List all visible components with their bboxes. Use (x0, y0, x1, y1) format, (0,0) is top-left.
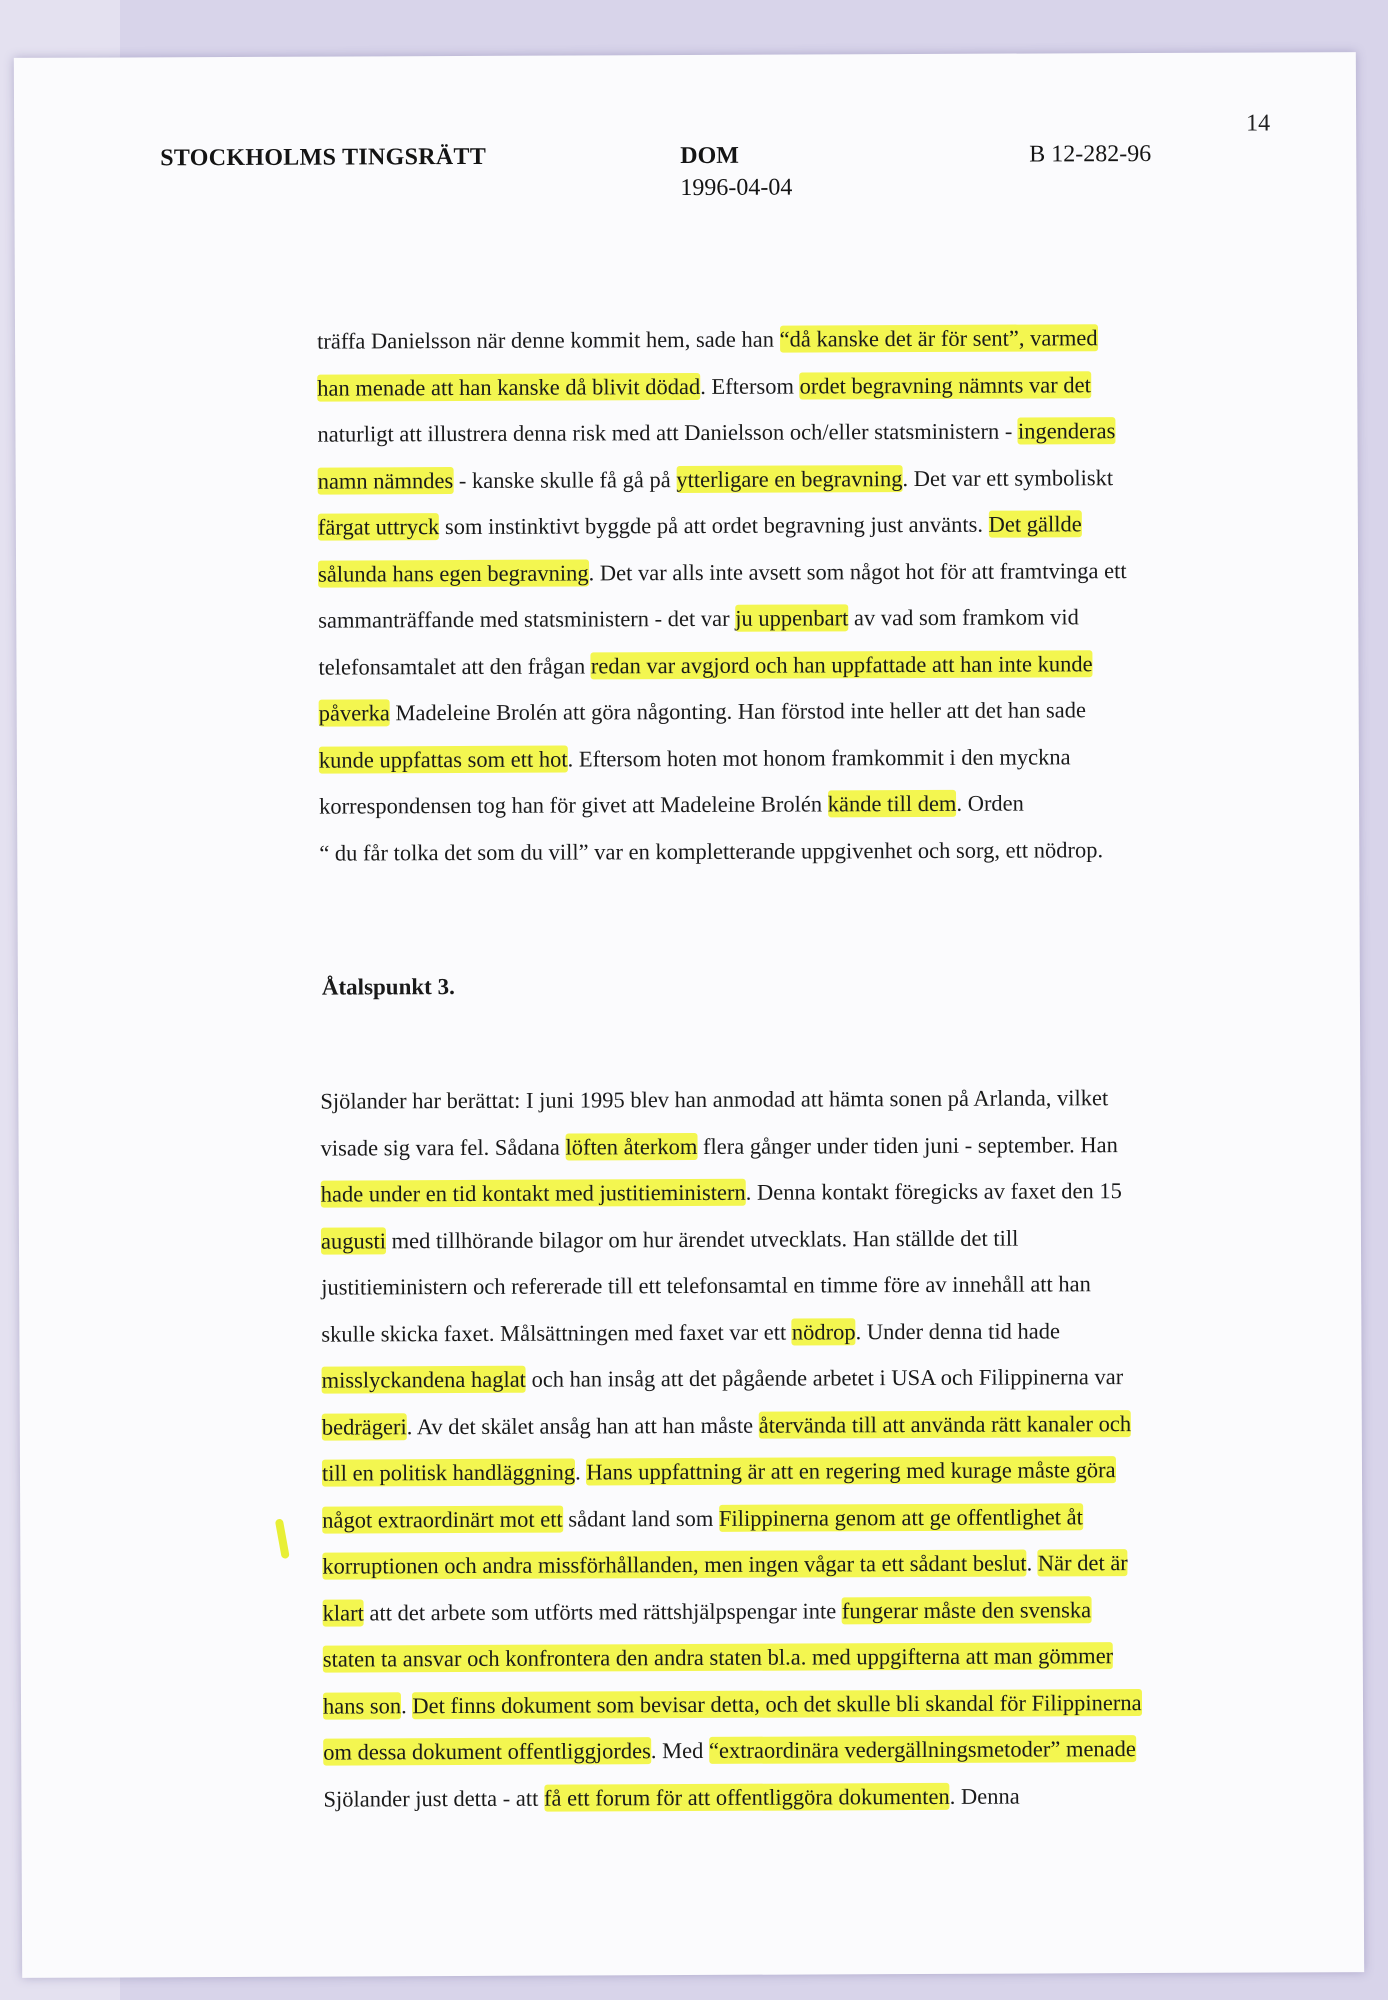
highlighted-text: han menade att han kanske då blivit dödad (317, 373, 701, 401)
text-run: . Eftersom hoten mot honom framkommit i den myckna (567, 743, 1071, 772)
text-line (319, 826, 1329, 877)
text-line (320, 1121, 1330, 1172)
text-line (323, 1632, 1333, 1683)
text-run: . (401, 1692, 413, 1718)
text-line (318, 454, 1328, 505)
text-run: - kanske skulle få gå på (453, 466, 677, 493)
text-run: justitieministern och refererade till ett telefonsamtal en timme före av innehåll att han (321, 1271, 1091, 1300)
text-run: . Denna kontakt föregicks av faxet den 15 (745, 1178, 1122, 1205)
text-run: naturligt att illustrera denna risk med att Danielsson och/eller statsministern - (317, 418, 1018, 447)
text-run: . (1026, 1550, 1038, 1576)
text-run: av vad som framkom vid (848, 604, 1079, 631)
highlighted-text: Det gällde (988, 511, 1082, 537)
document-header (14, 140, 1356, 202)
paragraph-2 (320, 1074, 1333, 1822)
text-run: korrespondensen tog han för givet att Madeleine Brolén (319, 791, 828, 819)
text-run: telefonsamtalet att den frågan (318, 652, 591, 680)
page-number: 14 (1246, 110, 1271, 137)
text-line (322, 1446, 1332, 1497)
highlighted-text: om dessa dokument offentliggjordes (323, 1738, 651, 1765)
paragraph-1 (317, 314, 1329, 876)
text-line (318, 640, 1328, 691)
text-line (321, 1260, 1331, 1311)
text-line (323, 1725, 1333, 1776)
text-run: . Av det skälet ansåg han att han måste (406, 1412, 759, 1439)
text-run: med tillhörande bilagor om hur ärendet utvecklats. Han ställde det till (385, 1225, 1019, 1253)
text-line (317, 314, 1327, 365)
text-line (321, 1353, 1331, 1404)
highlighted-text: När det är (1037, 1550, 1128, 1576)
text-run: sådant land som (562, 1505, 720, 1532)
text-line (321, 1214, 1331, 1265)
text-run: . Det var ett symboliskt (902, 464, 1114, 491)
text-run: “ du får tolka det som du vill” var en kompletterande uppgivenhet och sorg, ett nödrop. (319, 836, 1104, 866)
text-run: Sjölander just detta - att (323, 1785, 545, 1812)
document-type: DOM (680, 142, 739, 170)
text-line (318, 500, 1328, 551)
text-run: träffa Danielsson när denne kommit hem, sade han (317, 326, 780, 354)
text-run: flera gånger under tiden juni - september. Han (697, 1131, 1118, 1159)
highlighted-text: Det finns dokument som bevisar detta, och det skulle bli skandal för Filippinerna (412, 1689, 1142, 1718)
highlighted-text: staten ta ansvar och konfrontera den andra staten bl.a. med uppgifterna att man gömmer (322, 1643, 1114, 1672)
text-line (323, 1772, 1333, 1823)
court-name: STOCKHOLMS TINGSRÄTT (160, 143, 487, 172)
text-line (318, 547, 1328, 598)
highlighted-text: namn nämndes (317, 467, 454, 494)
highlighted-text: till en politisk handläggning (321, 1459, 576, 1486)
text-run: . Det var alls inte avsett som något hot för att framtvinga ett (588, 557, 1127, 585)
highlighted-text: kände till dem (827, 790, 957, 817)
highlighted-text: bedrägeri (321, 1413, 407, 1440)
text-run: skulle skicka faxet. Målsättningen med faxet var ett (321, 1319, 792, 1347)
text-run: att det arbete som utförts med rättshjälpspengar inte (363, 1597, 842, 1625)
text-line (323, 1586, 1333, 1637)
text-run: som instinktivt byggde på att ordet begravning just använts. (439, 511, 989, 540)
text-line (323, 1679, 1333, 1730)
highlighted-text: sålunda hans egen begravning (318, 559, 589, 587)
highlighted-text: augusti (320, 1227, 387, 1254)
highlighted-text: färgat uttryck (317, 514, 440, 540)
highlighted-text: Filippinerna genom att ge offentlighet åt (718, 1503, 1083, 1531)
highlighted-text: hade under en tid kontakt med justitieministern (320, 1179, 746, 1207)
section-heading: Åtalspunkt 3. (321, 974, 455, 1000)
highlighted-text: korruptionen och andra missförhållanden, men ingen vågar ta ett sådant beslut (322, 1550, 1027, 1579)
highlighted-text: få ett forum för att offentliggöra dokumenten (543, 1783, 950, 1811)
document-page (14, 52, 1364, 1978)
text-run: . Med (650, 1737, 710, 1764)
text-run: . Denna (949, 1783, 1020, 1809)
highlighted-text: ju uppenbart (735, 605, 849, 631)
highlighted-text: löften återkom (565, 1133, 698, 1160)
highlighted-text: klart (322, 1599, 364, 1626)
highlighted-text: ingenderas (1017, 418, 1116, 444)
highlighted-text: fungerar måste den svenska (841, 1596, 1092, 1623)
highlighted-text: misslyckandena haglat (321, 1366, 526, 1393)
highlighted-text: hans son (322, 1692, 402, 1719)
text-run: visade sig vara fel. Sådana (320, 1134, 566, 1161)
text-run: sammanträffande med statsministern - det var (318, 605, 736, 633)
text-line (322, 1539, 1332, 1590)
highlighted-text: kunde uppfattas som ett hot (318, 746, 568, 773)
text-line (320, 1074, 1330, 1125)
text-line (322, 1400, 1332, 1451)
highlighted-text: ytterligare en begravning (676, 465, 903, 492)
text-line (318, 593, 1328, 644)
text-run: . Eftersom (700, 373, 800, 399)
highlighted-text: återvända till att använda rätt kanaler och (758, 1410, 1132, 1438)
document-date: 1996-04-04 (680, 174, 793, 202)
text-run: . Under denna tid hade (855, 1317, 1060, 1344)
text-run: . (575, 1459, 587, 1485)
text-line (317, 407, 1327, 458)
highlighted-text: något extraordinärt mot ett (322, 1506, 563, 1533)
text-run: Madeleine Brolén att göra någonting. Han förstod inte heller att det han sade (389, 697, 1086, 726)
text-line (321, 1167, 1331, 1218)
highlighted-text: Hans uppfattning är att en regering med kurage måste göra (586, 1457, 1116, 1485)
text-line (322, 1493, 1332, 1544)
text-line (317, 361, 1327, 412)
highlighted-text: “extraordinära vedergällningsmetoder” menade (708, 1736, 1136, 1763)
text-line (321, 1307, 1331, 1358)
highlighted-text: ordet begravning nämnts var det (799, 371, 1091, 399)
text-run: Sjölander har berättat: I juni 1995 blev han anmodad att hämta sonen på Arlanda, vilket (320, 1085, 1109, 1114)
text-run: . Orden (956, 790, 1024, 816)
highlighted-text: “då kanske det är för sent”, varmed (779, 325, 1098, 352)
text-line (319, 686, 1329, 737)
text-line (319, 733, 1329, 784)
highlighted-text: påverka (318, 700, 390, 726)
highlighted-text: redan var avgjord och han uppfattade att han inte kunde (590, 650, 1093, 678)
case-number: B 12-282-96 (1029, 140, 1152, 168)
highlighted-text: nödrop (791, 1318, 856, 1345)
text-line (319, 779, 1329, 830)
text-run: och han insåg att det pågående arbetet i USA och Filippinerna var (525, 1364, 1124, 1392)
highlighter-mark (275, 1518, 290, 1559)
